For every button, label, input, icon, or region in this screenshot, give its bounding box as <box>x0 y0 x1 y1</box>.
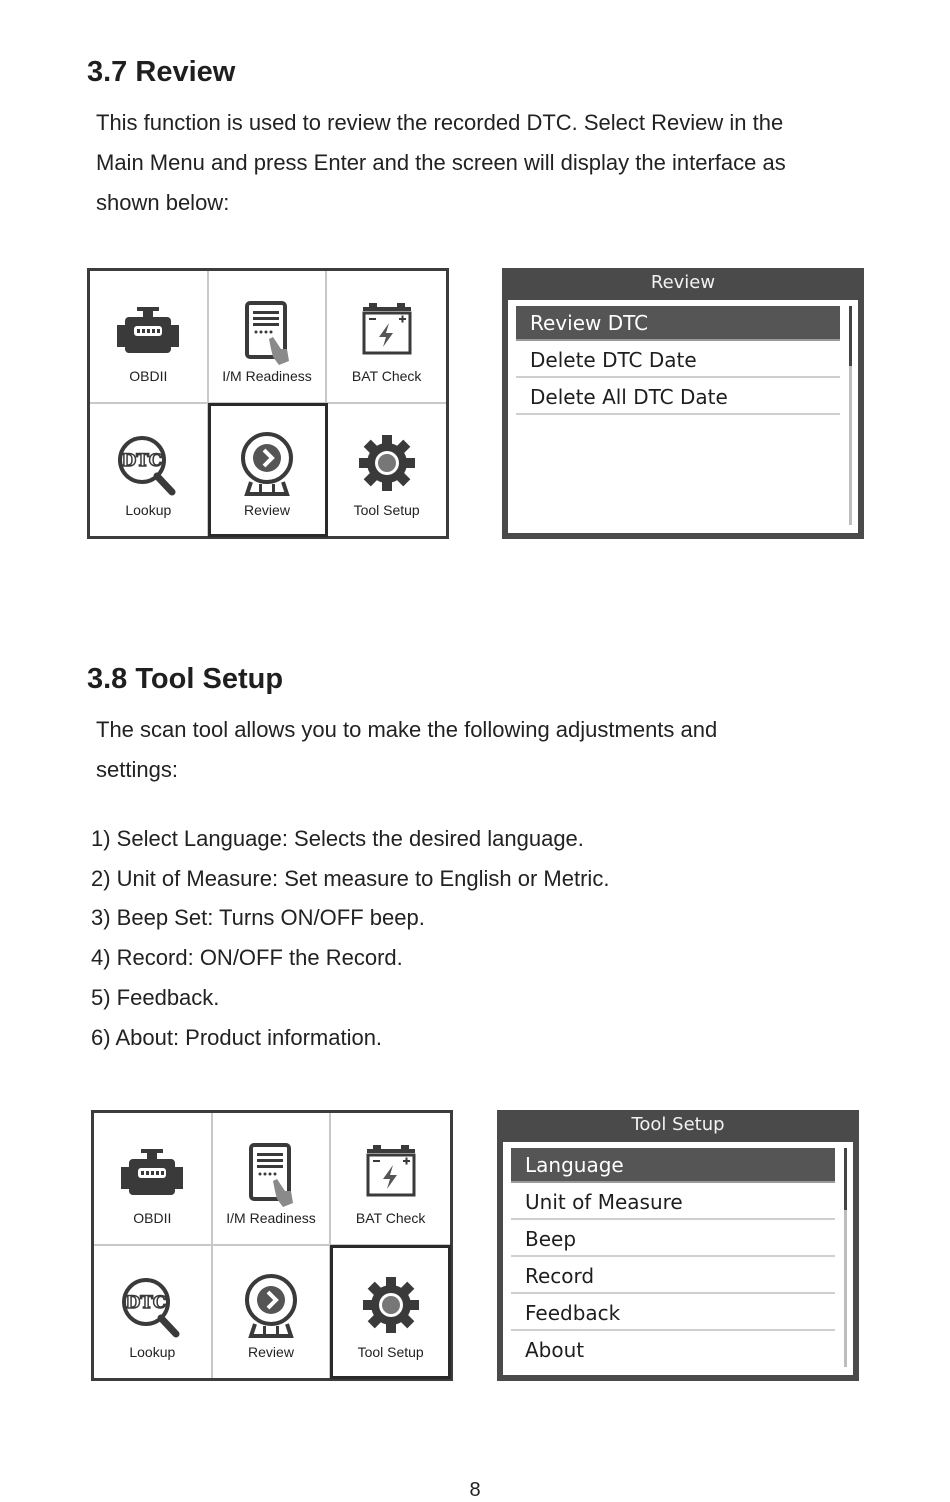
menu-item-language[interactable]: Language <box>511 1148 835 1183</box>
dtc-magnifier-icon <box>114 1274 190 1344</box>
menu-tile-tool-setup[interactable] <box>327 404 446 537</box>
list-item: 3) Beep Set: Turns ON/OFF beep. <box>91 905 425 931</box>
page-number: 8 <box>469 1479 481 1501</box>
menu-tile-label: I/M Readiness <box>222 367 312 384</box>
screen-title: Tool Setup <box>631 1114 725 1135</box>
menu-tile-review[interactable] <box>209 404 328 537</box>
menu-tile-review[interactable] <box>213 1246 332 1379</box>
menu-tile-label: Review <box>248 1344 294 1360</box>
menu-item-record[interactable]: Record <box>511 1259 835 1294</box>
menu-tile-label: Lookup <box>125 502 172 518</box>
tool-setup-para-line: settings: <box>96 757 178 782</box>
menu-tile-lookup[interactable] <box>90 404 209 537</box>
svg-text:DTC: DTC <box>121 450 163 471</box>
list-item: 6) About: Product information. <box>91 1024 383 1050</box>
menu-tile-label: Tool Setup <box>353 502 420 518</box>
menu-tile-label: BAT Check <box>355 1209 426 1226</box>
menu-item-beep[interactable]: Beep <box>511 1222 835 1257</box>
scrollbar-thumb[interactable] <box>849 306 852 366</box>
tool-setup-list <box>91 819 911 1057</box>
battery-icon <box>349 299 425 369</box>
review-para-line: Main Menu and press Enter and the screen will display the interface as <box>96 150 786 175</box>
menu-tile-tool-setup[interactable] <box>331 1246 450 1379</box>
tablet-touch-icon <box>233 1141 309 1211</box>
review-screen <box>502 268 864 539</box>
menu-tile-label: I/M Readiness <box>226 1209 316 1226</box>
menu-tile-lookup[interactable] <box>94 1246 213 1379</box>
screen-body <box>503 1142 853 1375</box>
menu-tile-obdii[interactable] <box>94 1113 213 1246</box>
tool-setup-paragraph <box>96 710 916 790</box>
menu-tile-label: OBDII <box>129 367 168 384</box>
menu-item-review-dtc[interactable]: Review DTC <box>516 306 840 341</box>
scrollbar-thumb[interactable] <box>844 1148 847 1210</box>
menu-tile-obdii[interactable] <box>90 271 209 404</box>
tool-setup-screen <box>497 1110 859 1381</box>
list-item: 1) Select Language: Selects the desired language. <box>91 826 584 851</box>
gear-icon <box>349 432 425 502</box>
list-item: 4) Record: ON/OFF the Record. <box>91 945 403 971</box>
menu-item-delete-all-dtc-date[interactable]: Delete All DTC Date <box>516 380 840 415</box>
review-para-line: This function is used to review the recorded DTC. Select Review in the <box>96 110 784 135</box>
tool-setup-heading: 3.8 Tool Setup <box>87 663 284 695</box>
review-play-icon <box>233 1274 309 1344</box>
screen-title: Review <box>650 272 716 293</box>
dtc-magnifier-icon <box>110 432 186 502</box>
menu-tile-label: Tool Setup <box>357 1344 424 1360</box>
menu-item-delete-dtc-date[interactable]: Delete DTC Date <box>516 343 840 378</box>
menu-item-about[interactable]: About <box>525 1338 585 1362</box>
review-play-icon <box>229 432 305 502</box>
list-item: 2) Unit of Measure: Set measure to English or Metric. <box>91 865 610 891</box>
main-menu-grid-tool-setup <box>91 1110 453 1381</box>
menu-tile-label: OBDII <box>133 1209 172 1226</box>
menu-tile-im-readiness[interactable] <box>209 271 328 404</box>
list-item: 5) Feedback. <box>91 984 220 1010</box>
gear-icon <box>353 1274 429 1344</box>
review-heading: 3.7 Review <box>87 56 236 88</box>
main-menu-grid-review <box>87 268 449 539</box>
svg-text:DTC: DTC <box>125 1292 167 1313</box>
menu-tile-bat-check[interactable] <box>331 1113 450 1246</box>
tablet-touch-icon <box>229 299 305 369</box>
menu-item-unit-of-measure[interactable]: Unit of Measure <box>511 1185 835 1220</box>
engine-icon <box>114 1141 190 1211</box>
screen-body <box>508 300 858 533</box>
menu-tile-bat-check[interactable] <box>327 271 446 404</box>
review-paragraph <box>96 103 916 223</box>
menu-tile-im-readiness[interactable] <box>213 1113 332 1246</box>
tool-setup-para-line: The scan tool allows you to make the following adjustments and <box>96 717 718 742</box>
menu-tile-label: BAT Check <box>351 367 422 384</box>
menu-item-feedback[interactable]: Feedback <box>511 1296 835 1331</box>
battery-icon <box>353 1141 429 1211</box>
review-para-line: shown below: <box>96 190 230 215</box>
menu-tile-label: Review <box>244 502 290 518</box>
menu-tile-label: Lookup <box>129 1344 176 1360</box>
engine-icon <box>110 299 186 369</box>
